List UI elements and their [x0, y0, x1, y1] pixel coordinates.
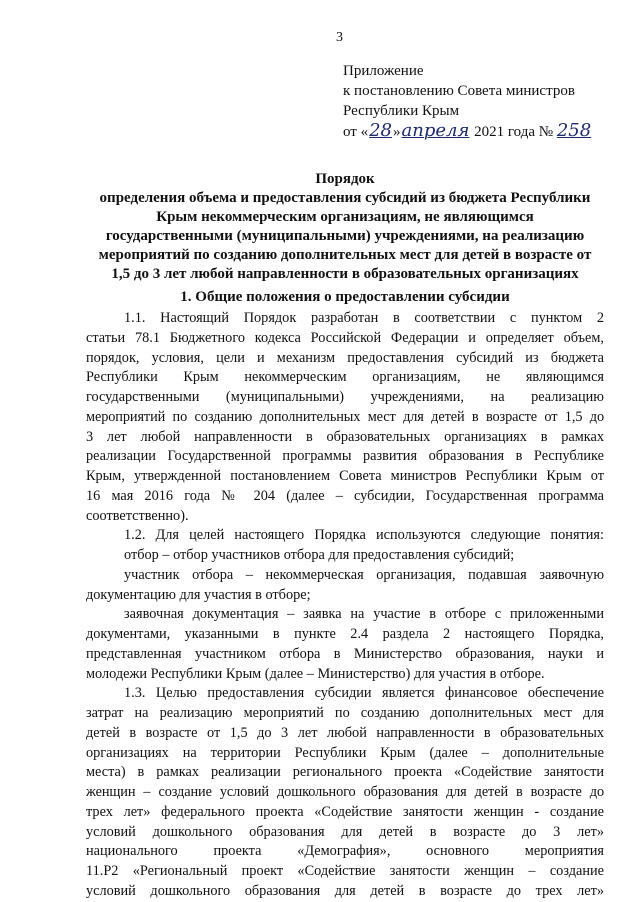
text-line: 3 лет любой направленности в образовательных организациях в рамках [86, 428, 604, 445]
text-line: 11.Р2 «Региональный проект «Содействие занятости женщин – создание [86, 863, 604, 879]
title-line: 1,5 до 3 лет любой направленности в образовательных организациях [111, 266, 579, 282]
text-line: национального проекта «Демография», основного мероприятия [86, 843, 604, 860]
text-line: реализации Государственной программы развития образования в Республике [86, 448, 604, 465]
text-line: женщин – создание условий дошкольного образования для детей в возрасте до [86, 784, 604, 800]
date-suffix: 2021 года № [474, 124, 554, 140]
appendix-line: Приложение [343, 63, 424, 79]
text-line: представленная участником отбора в Министерство образования, науки и [86, 645, 604, 662]
title-line: определения объема и предоставления субсидий из бюджета Республики [99, 190, 591, 206]
appendix-date-line [343, 121, 591, 142]
text-line: Крым, утвержденной постановлением Совета министров Республики Крым от [86, 468, 604, 484]
text-line: места) в рамках реализации регионального проекта «Содействие занятости [86, 764, 604, 781]
handwritten-month: апреля [401, 120, 470, 141]
appendix-line: к постановлению Совета министров [343, 83, 575, 99]
text-line: соответственно). [86, 507, 189, 524]
text-line: условий дошкольного образования для детей в возрасте до трех лет» [86, 882, 604, 899]
text-line: заявочная документация – заявка на участие в отборе с приложенными [124, 606, 604, 623]
text-line: 1.1. Настоящий Порядок разработан в соответствии с пунктом 2 [124, 310, 604, 326]
title-line: Крым некоммерческим организациям, не являющимся [156, 209, 534, 225]
title-line: мероприятий по созданию дополнительных мест для детей в возрасте от [98, 247, 592, 263]
text-line: Республики Крым некоммерческим организациям, не являющимся [86, 369, 604, 386]
text-line: условий дошкольного образования для детей в возрасте до 3 лет» [86, 823, 604, 840]
text-line: государственными (муниципальными) учреждениями, на реализацию [86, 389, 604, 405]
title-line: государственными (муниципальными) учреждениями, на реализацию [105, 228, 585, 244]
text-line: организациях на территории Республики Крым (далее – дополнительные [86, 744, 604, 761]
document-title [80, 170, 610, 284]
appendix-header [343, 61, 591, 142]
text-line: статьи 78.1 Бюджетного кодекса Российской Федерации и определяет объем, [86, 329, 604, 346]
text-line: молодежи Республики Крым (далее – Министерство) для участия в отборе. [86, 665, 545, 682]
text-line: порядок, условия, цели и механизм предоставления субсидий из бюджета [86, 349, 604, 366]
text-line: 1.2. Для целей настоящего Порядка используются следующие понятия: [124, 527, 604, 544]
text-line: мероприятий по созданию дополнительных мест для детей в возрасте от 1,5 до [86, 408, 604, 425]
date-separator: » [393, 124, 401, 140]
page-number: 3 [336, 30, 343, 45]
date-prefix: от « [343, 124, 369, 140]
text-line: 1.3. Целью предоставления субсидии является финансовое обеспечение [124, 685, 604, 702]
text-line: отбор – отбор участников отбора для предоставления субсидий; [124, 547, 515, 563]
handwritten-number: 258 [556, 120, 592, 141]
handwritten-day: 28 [369, 120, 393, 141]
text-line: участник отбора – некоммерческая организация, подавшая заявочную [124, 566, 604, 583]
section-heading: 1. Общие положения о предоставлении субсидии [180, 289, 510, 305]
text-line: 16 мая 2016 года № 204 (далее – субсидии, Государственная программа [86, 487, 604, 504]
text-line: документами, указанными в пункте 2.4 раздела 2 настоящего Порядка, [86, 626, 604, 642]
text-line: детей в возрасте от 1,5 до 3 лет любой направленности в образовательных [86, 724, 604, 741]
body-text [86, 309, 604, 902]
title-line: Порядок [315, 171, 375, 187]
appendix-line: Республики Крым [343, 103, 460, 119]
text-line: затрат на реализацию мероприятий по созданию дополнительных мест для [86, 705, 604, 721]
text-line: документацию для участия в отборе; [86, 586, 311, 603]
text-line: трех лет» федерального проекта «Содействие занятости женщин - создание [86, 803, 604, 820]
